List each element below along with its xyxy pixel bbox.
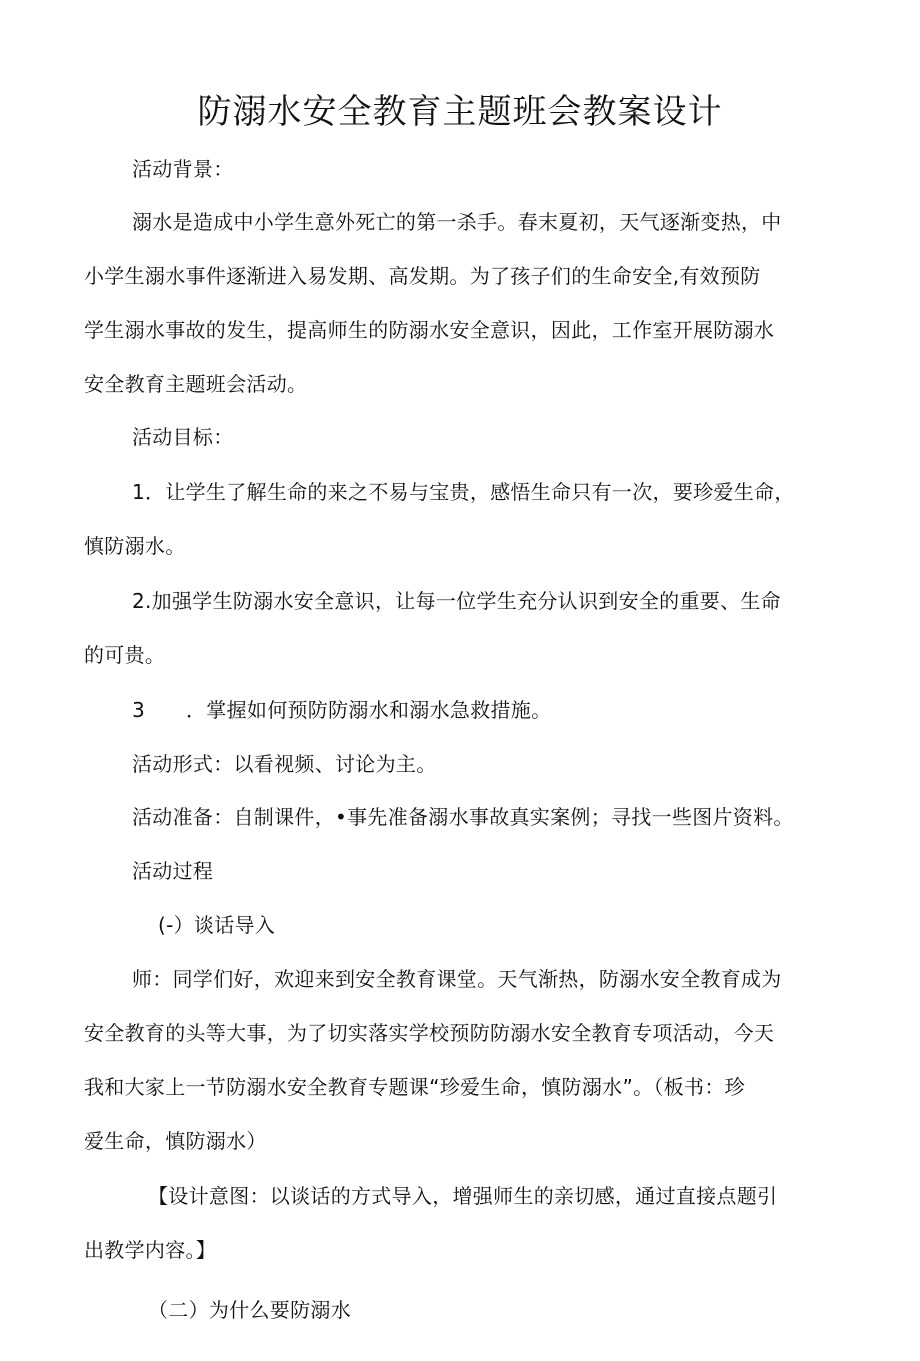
paragraph-line: 安全教育主题班会活动。 [84,372,308,396]
subheading-why: （二）为什么要防溺水 [148,1298,351,1322]
heading-activity-process: 活动过程 [132,859,214,883]
paragraph-line: 我和大家上一节防溺水安全教育专题课“珍爱生命，慎防溺水”。（板书：珍 [84,1075,745,1099]
paragraph-line: 小学生溺水事件逐渐进入易发期、高发期。为了孩子们的生命安全,有效预防 [84,264,761,288]
goal-item-2: 2.加强学生防溺水安全意识，让每一位学生充分认识到安全的重要、生命 [132,589,781,613]
activity-format: 活动形式：以看视频、讨论为主。 [132,752,437,776]
goal-item-3-number: 3 [132,698,146,722]
paragraph-line: 爱生命，慎防溺水） [84,1129,267,1153]
subheading-intro: (-）谈话导入 [158,913,276,937]
heading-activity-background: 活动背景： [132,157,234,181]
design-intent-note-cont: 出教学内容。】 [84,1238,217,1262]
activity-preparation: 活动准备：自制课件，•事先准备溺水事故真实案例；寻找一些图片资料。 [132,805,794,829]
goal-item-1-cont: 慎防溺水。 [84,534,186,558]
goal-item-1: 1．让学生了解生命的来之不易与宝贵，感悟生命只有一次，要珍爱生命， [132,480,795,504]
goal-item-3-text: ．掌握如何预防防溺水和溺水急救措施。 [186,698,552,722]
paragraph-line: 师：同学们好，欢迎来到安全教育课堂。天气渐热，防溺水安全教育成为 [132,967,782,991]
heading-activity-goals: 活动目标： [132,425,234,449]
goal-item-2-cont: 的可贵。 [84,643,166,667]
paragraph-line: 学生溺水事故的发生，提高师生的防溺水安全意识，因此，工作室开展防溺水 [84,318,775,342]
paragraph-line: 溺水是造成中小学生意外死亡的第一杀手。春末夏初，天气逐渐变热，中 [132,210,782,234]
design-intent-note: 【设计意图：以谈话的方式导入，增强师生的亲切感，通过直接点题引 [148,1184,778,1208]
document-title: 防溺水安全教育主题班会教案设计 [197,92,723,132]
paragraph-line: 安全教育的头等大事，为了切实落实学校预防防溺水安全教育专项活动，今天 [84,1021,775,1045]
